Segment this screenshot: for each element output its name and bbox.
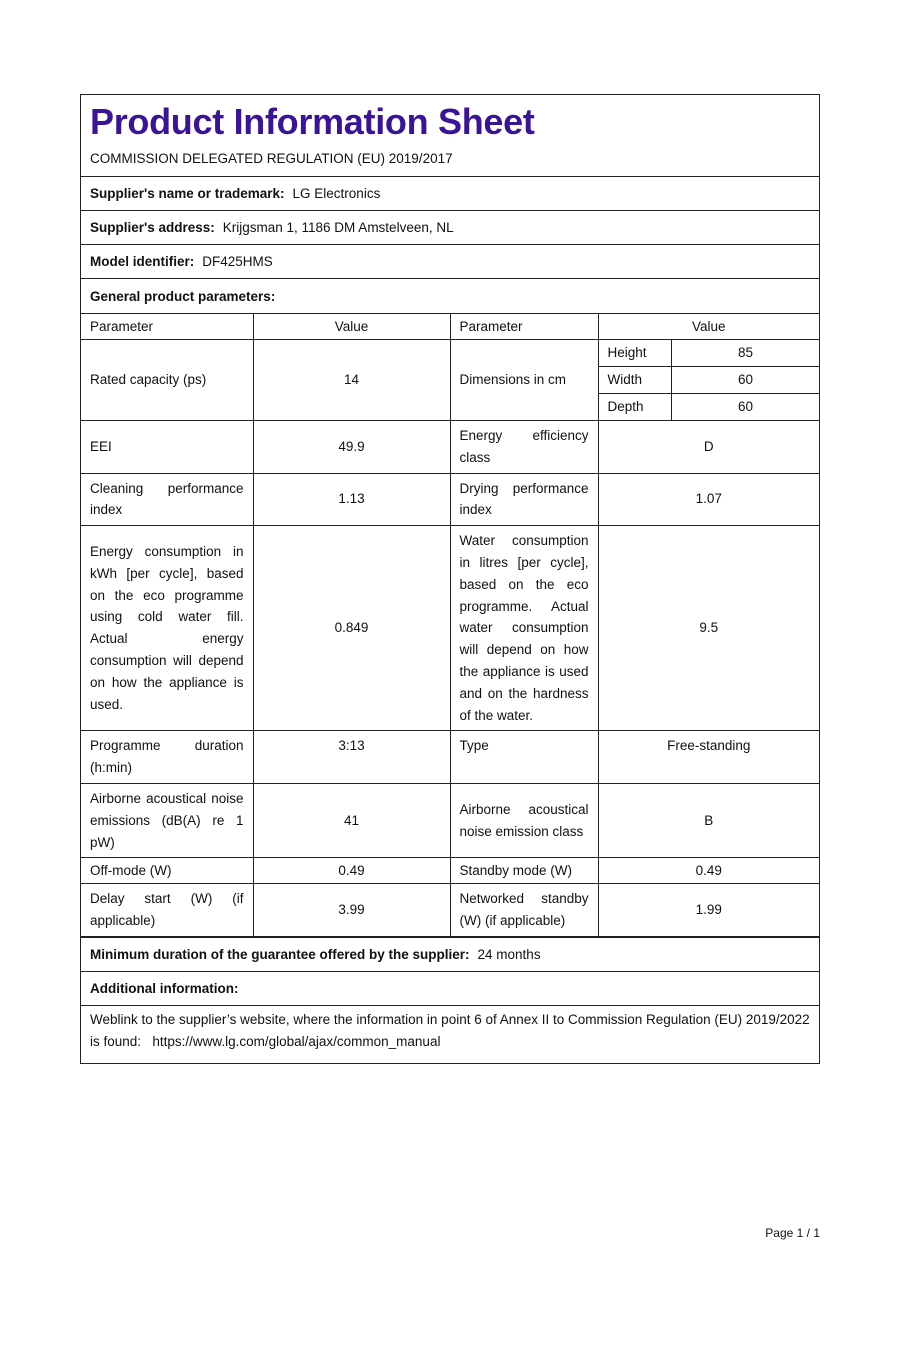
parameter-label: Delay start (W) (if applicable): [81, 884, 253, 937]
regulation-subtitle: COMMISSION DELEGATED REGULATION (EU) 2019/2017: [90, 151, 453, 166]
table-row: [81, 473, 819, 526]
parameter-value: 0.849: [253, 526, 450, 731]
parameter-value: 1.07: [598, 473, 819, 526]
rated-capacity-value: 14: [253, 340, 450, 421]
dimensions-subtable: [599, 340, 820, 420]
dimensions-cell: [598, 340, 819, 421]
parameter-label: Networked standby (W) (if applicable): [450, 884, 598, 937]
model-identifier-row: [81, 245, 819, 279]
guarantee-row: [81, 937, 819, 971]
page-number: Page 1 / 1: [765, 1226, 820, 1240]
supplier-address-label: Supplier's address:: [90, 220, 215, 235]
table-row: [81, 858, 819, 884]
parameter-label: Airborne acoustical noise emissions (dB(A) re 1 pW): [81, 783, 253, 857]
rated-capacity-label: Rated capacity (ps): [81, 340, 253, 421]
parameter-value: 9.5: [598, 526, 819, 731]
table-header-row: [81, 314, 819, 340]
dimension-value: 85: [672, 340, 820, 367]
parameter-value: 0.49: [253, 858, 450, 884]
title-block: [81, 95, 819, 177]
dimension-value: 60: [672, 367, 820, 394]
dimension-row: [599, 367, 820, 394]
parameter-label: Type: [450, 731, 598, 784]
parameter-label: Off-mode (W): [81, 858, 253, 884]
parameter-value: 49.9: [253, 421, 450, 474]
supplier-name-row: [81, 177, 819, 211]
table-row: [81, 421, 819, 474]
parameter-label: Airborne acoustical noise emission class: [450, 783, 598, 857]
parameters-table: [81, 313, 819, 937]
parameter-value: 3:13: [253, 731, 450, 784]
guarantee-value: 24 months: [477, 946, 541, 962]
supplier-address-row: [81, 211, 819, 245]
dimensions-label: Dimensions in cm: [450, 340, 598, 421]
parameter-value: 1.13: [253, 473, 450, 526]
parameter-value: 1.99: [598, 884, 819, 937]
parameter-value: Free-standing: [598, 731, 819, 784]
parameter-value: 41: [253, 783, 450, 857]
column-header: Value: [598, 314, 819, 340]
guarantee-label: Minimum duration of the guarantee offered by the supplier:: [90, 946, 470, 962]
parameter-label: EEI: [81, 421, 253, 474]
additional-information-row: [81, 971, 819, 1005]
parameter-label: Energy efficiency class: [450, 421, 598, 474]
supplier-name-value: LG Electronics: [292, 186, 381, 201]
model-identifier-value: DF425HMS: [202, 254, 273, 269]
table-row: [81, 526, 819, 731]
parameter-label: Cleaning performance index: [81, 473, 253, 526]
general-parameters-heading-row: [81, 279, 819, 313]
dimension-label: Height: [599, 340, 672, 367]
dimension-value: 60: [737, 399, 754, 414]
parameter-value: D: [598, 421, 819, 474]
column-header: Value: [253, 314, 450, 340]
additional-information-heading: Additional information:: [90, 980, 239, 996]
dimension-label: Width: [599, 367, 672, 394]
table-row: [81, 340, 819, 421]
dimension-label: Depth: [599, 394, 672, 421]
parameter-value: B: [598, 783, 819, 857]
model-identifier-label: Model identifier:: [90, 254, 195, 269]
parameter-label: Drying performance index: [450, 473, 598, 526]
parameter-label: Programme duration (h:min): [81, 731, 253, 784]
page-title: Product Information Sheet: [90, 101, 535, 142]
weblink-block: [81, 1005, 819, 1063]
parameter-value: 0.49: [598, 858, 819, 884]
column-header: Parameter: [81, 314, 253, 340]
parameter-label: Energy consumption in kWh [per cycle], based on the eco programme using cold water fill. Actual energy consumption will depend on how the appliance is used.: [81, 526, 253, 731]
supplier-address-value: Krijgsman 1, 1186 DM Amstelveen, NL: [222, 220, 454, 235]
dimension-row: [599, 394, 820, 421]
parameter-label: Water consumption in litres [per cycle], based on the eco programme. Actual water consumption will depend on how the appliance is used and on the hardness of the water.: [450, 526, 598, 731]
weblink-url[interactable]: https://www.lg.com/global/ajax/common_manual: [152, 1033, 441, 1049]
product-information-sheet: [80, 94, 820, 1064]
parameter-label: Standby mode (W): [450, 858, 598, 884]
table-row: [81, 731, 819, 784]
table-row: [81, 783, 819, 857]
column-header: Parameter: [450, 314, 598, 340]
supplier-name-label: Supplier's name or trademark:: [90, 186, 285, 201]
dimension-row: [599, 340, 820, 367]
parameter-value: 3.99: [253, 884, 450, 937]
table-row: [81, 884, 819, 937]
general-parameters-heading: General product parameters:: [90, 288, 276, 304]
weblink-text: Weblink to the supplier’s website, where the information in point 6 of Annex II to Commission Regulation (EU) 2019/2022 is found:: [90, 1011, 810, 1049]
